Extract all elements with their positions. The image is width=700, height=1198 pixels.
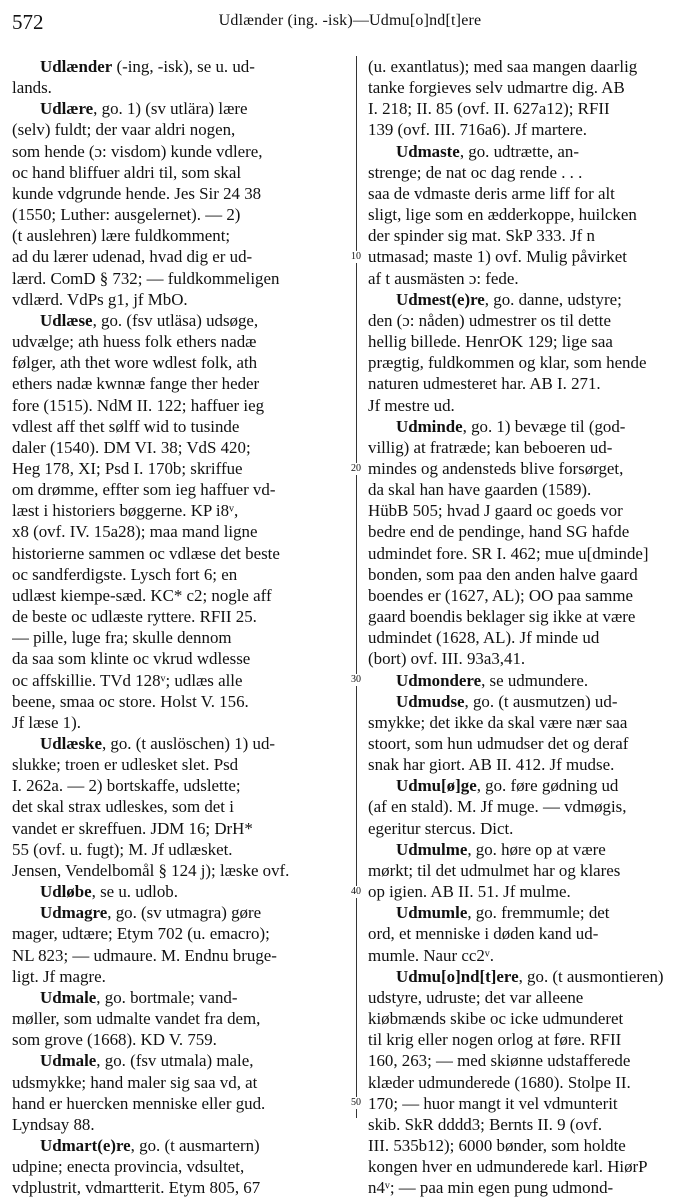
headword: Udlære	[40, 99, 94, 119]
page-header	[10, 10, 690, 38]
left-column-line: udpine; enecta provincia, vdsultet,	[12, 1157, 245, 1177]
left-column	[12, 56, 344, 1198]
left-column-line: ligt. Jf magre.	[12, 966, 106, 986]
right-column-line: smykke; det ikke da skal være nær saa	[368, 712, 628, 732]
right-column-line: Udmondere, se udmundere.	[396, 670, 589, 690]
left-column-line: Udmale, go. (fsv utmala) male,	[40, 1051, 254, 1071]
left-column-line: vdplustrit, vdmartterit. Etym 805, 67	[12, 1178, 261, 1198]
right-column-line: snak har giort. AB II. 412. Jf mudse.	[368, 755, 615, 775]
left-column-line: Udlænder (-ing, -isk), se u. ud-	[40, 57, 255, 76]
running-head: Udlænder (ing. -isk)—Udmu[o]nd[t]ere	[218, 12, 482, 29]
left-column-line: x8 (ovf. IV. 15a28); maa mand ligne	[12, 522, 258, 542]
right-column-line: af t ausmästen ɔ: fede.	[368, 268, 519, 288]
right-column-line: bedre end de pendinge, hand SG hafde	[368, 522, 630, 542]
headword: Udmudse	[396, 691, 465, 711]
left-column-line: Udlæske, go. (t auslöschen) 1) ud-	[40, 734, 276, 753]
left-column-line: (1550; Luther: ausgelernet). — 2)	[12, 205, 241, 225]
right-column-line: tanke forgieves selv udmartre dig. AB	[368, 78, 625, 98]
left-column-line: mager, udtære; Etym 702 (u. emacro);	[12, 924, 270, 944]
right-column-line: mørkt; til det udmulmet har og klares	[368, 860, 621, 880]
headword: Udmaste	[396, 141, 460, 161]
headword: Udminde	[396, 416, 463, 436]
right-column-line: (bort) ovf. III. 93a3,41.	[368, 649, 526, 669]
right-column-line: Udmu[ø]ge, go. føre gødning ud	[396, 776, 619, 796]
right-column-line: hellig billede. HenrOK 129; lige saa	[368, 332, 613, 352]
right-column-line: Udminde, go. 1) bevæge til (god-	[396, 416, 626, 436]
right-column-line: I. 218; II. 85 (ovf. II. 627a12); RFII	[368, 99, 610, 119]
left-column-line: historierne sammen oc vdlæse det beste	[12, 543, 280, 563]
right-column-line: strenge; de nat oc dag rende . . .	[368, 162, 583, 182]
right-column-line: utmasad; maste 1) ovf. Mulig påvirket	[368, 247, 627, 267]
left-column-line: Udlæse, go. (fsv utläsa) udsøge,	[40, 310, 259, 330]
margin-line-number: 50	[351, 1097, 361, 1109]
left-column-line: vdlest aff thet sølff wid to tusinde	[12, 416, 240, 436]
right-column-line: Jf mestre ud.	[368, 395, 455, 415]
right-column-line: (u. exantlatus); med saa mangen daarlig	[368, 57, 638, 76]
right-column-line: da skal han have gaarden (1589).	[368, 480, 592, 500]
left-column-line: vandet er skreffuen. JDM 16; DrH*	[12, 818, 253, 838]
left-column-line: følger, ath thet wore wdlest folk, ath	[12, 353, 258, 373]
right-column-line: HübB 505; hvad J gaard oc goeds vor	[368, 501, 623, 521]
right-column-line: skib. SkR dddd3; Bernts II. 9 (ovf.	[368, 1114, 603, 1134]
left-column-line: fore (1515). NdM II. 122; haffuer ieg	[12, 395, 265, 415]
right-column-line: ord, et menniske i døden kand ud-	[368, 924, 599, 944]
left-column-line: møller, som udmalte vandet fra dem,	[12, 1009, 261, 1029]
left-column-line: oc sandferdigste. Lysch fort 6; en	[12, 564, 238, 584]
left-column-line: Heg 178, XI; Psd I. 170b; skriffue	[12, 458, 243, 478]
column-divider	[356, 56, 357, 1118]
right-column-line: boendes er (1627, AL); OO paa samme	[368, 585, 634, 605]
headword: Udmu[o]nd[t]ere	[396, 966, 519, 986]
right-column-line: saa de vdmaste deris arme liff for alt	[368, 183, 615, 203]
right-column-line: udmindet fore. SR I. 462; mue u[dminde]	[368, 543, 649, 563]
left-column-line: Udløbe, se u. udlob.	[40, 882, 178, 902]
right-column-line: Udmaste, go. udtrætte, an-	[396, 141, 579, 161]
right-column-line: klæder udmunderede (1680). Stolpe II.	[368, 1072, 631, 1092]
headword: Udmu[ø]ge	[396, 776, 477, 796]
left-column-line: kunde vdgrunde hende. Jes Sir 24 38	[12, 183, 262, 203]
left-column-line: slukke; troen er udlesket slet. Psd	[12, 755, 239, 775]
right-column-line: 160, 263; — med skiønne udstafferede	[368, 1051, 631, 1071]
left-column-line: — pille, luge fra; skulle dennom	[12, 628, 232, 648]
left-column-line: lands.	[12, 78, 52, 98]
right-column-line: bonden, som paa den anden halve gaard	[368, 564, 638, 584]
margin-line-number: 10	[351, 251, 361, 263]
left-column-line: Udmart(e)re, go. (t ausmartern)	[40, 1135, 260, 1155]
headword: Udmale	[40, 1051, 97, 1071]
headword: Udmulme	[396, 839, 468, 859]
headword: Udløbe	[40, 882, 92, 902]
headword: Udlæse	[40, 310, 93, 330]
page-number: 572	[12, 10, 44, 34]
right-column-line: III. 535b12); 6000 bønder, som holdte	[368, 1135, 626, 1155]
left-column-line: udlæst kiempe-sæd. KC* c2; nogle aff	[12, 585, 272, 605]
headword: Udmumle	[396, 903, 468, 923]
right-column-line: naturen udmesteret har. AB I. 271.	[368, 374, 601, 394]
right-column-line: til krig eller nogen orlog at føre. RFII	[368, 1030, 622, 1050]
left-column-line: udsmykke; hand maler sig saa vd, at	[12, 1072, 258, 1092]
left-column-line: Jensen, Vendelbomål § 124 j); læske ovf.	[12, 860, 290, 880]
headword: Udmale	[40, 987, 97, 1007]
right-column-line: villig) at fratræde; kan beboeren ud-	[368, 437, 613, 457]
headword: Udmondere	[396, 670, 482, 690]
right-column-line: Udmudse, go. (t ausmutzen) ud-	[396, 691, 618, 711]
right-column-line: sligt, lige som en ædderkoppe, huilcken	[368, 205, 637, 225]
left-column-line: oc affskillie. TVd 128ᵛ; udlæs alle	[12, 670, 243, 690]
right-column-line: egeritur stercus. Dict.	[368, 818, 514, 838]
left-column-line: Udmagre, go. (sv utmagra) gøre	[40, 903, 262, 923]
left-column-line: de beste oc udlæste ryttere. RFII 25.	[12, 607, 257, 627]
left-column-line: 55 (ovf. u. fugt); M. Jf udlæsket.	[12, 839, 233, 859]
right-column-line: mindes og andensteds blive forsørget,	[368, 458, 624, 478]
left-column-line: udvælge; ath huess folk ethers nadæ	[12, 332, 257, 352]
left-column-line: Lyndsay 88.	[12, 1114, 95, 1134]
right-column-line: Udmumle, go. fremmumle; det	[396, 903, 610, 923]
headword: Udmagre	[40, 903, 108, 923]
right-column-line: kiøbmænds skibe oc icke udmunderet	[368, 1009, 624, 1029]
right-column-line: kongen hver en udmunderede karl. HiørP	[368, 1157, 648, 1177]
left-column-line: ethers nadæ kwnnæ fange ther heder	[12, 374, 260, 394]
headword: Udmest(e)re	[396, 289, 485, 309]
left-column-line: da saa som klinte oc vkrud wdlesse	[12, 649, 251, 669]
right-column-line: der spinder sig mat. SkP 333. Jf n	[368, 226, 595, 246]
left-column-line: daler (1540). DM VI. 38; VdS 420;	[12, 437, 251, 457]
right-column-line: Udmulme, go. høre op at være	[396, 839, 606, 859]
right-column-line: 170; — huor mangt it vel vdmunterit	[368, 1093, 618, 1113]
right-column-line: prægtig, fuldkommen og klar, som hende	[368, 353, 647, 373]
right-column-line: Udmest(e)re, go. danne, udstyre;	[396, 289, 622, 309]
margin-line-number: 30	[351, 674, 361, 686]
right-column-line: udmindet (1628, AL). Jf minde ud	[368, 628, 600, 648]
right-column-line: 139 (ovf. III. 716a6). Jf martere.	[368, 120, 588, 140]
right-column-line: gaard boendis beklager sig ikke at være	[368, 607, 636, 627]
left-column-line: det skal strax udleskes, som det i	[12, 797, 234, 817]
left-column-line: vdlærd. VdPs g1, jf MbO.	[12, 289, 188, 309]
right-column-line: n4ᵛ; — paa min egen pung udmond-	[368, 1178, 614, 1198]
right-column-line: (af en stald). M. Jf muge. — vdmøgis,	[368, 797, 627, 817]
left-column-line: beene, smaa oc store. Holst V. 156.	[12, 691, 249, 711]
right-column-line: mumle. Naur cc2ᵛ.	[368, 945, 494, 965]
left-column-line: som grove (1668). KD V. 759.	[12, 1030, 217, 1050]
left-column-line: oc hand bliffuer aldri til, som skal	[12, 162, 242, 182]
left-column-line: lærd. ComD § 732; — fuldkommeligen	[12, 268, 280, 288]
right-column	[368, 56, 686, 1198]
left-column-line: Udmale, go. bortmale; vand-	[40, 987, 238, 1007]
headword: Udlænder	[40, 57, 113, 76]
left-column-line: hand er huercken menniske eller gud.	[12, 1093, 266, 1113]
headword: Udmart(e)re	[40, 1135, 131, 1155]
left-column-line: Udlære, go. 1) (sv utlära) lære	[40, 99, 248, 119]
left-column-line: som hende (ɔ: visdom) kunde vdlere,	[12, 141, 263, 161]
right-column-line: den (ɔ: nåden) udmestrer os til dette	[368, 310, 611, 330]
left-column-line: læst i historiers bøggerne. KP i8ᵛ,	[12, 501, 239, 521]
right-column-line: Udmu[o]nd[t]ere, go. (t ausmontieren)	[396, 966, 664, 986]
margin-line-number: 40	[351, 885, 361, 897]
margin-line-number: 20	[351, 462, 361, 474]
left-column-line: ad du lærer udenad, hvad dig er ud-	[12, 247, 253, 267]
left-column-line: I. 262a. — 2) bortskaffe, udslette;	[12, 776, 241, 796]
right-column-line: op igien. AB II. 51. Jf mulme.	[368, 882, 571, 902]
left-column-line: (selv) fuldt; der vaar aldri nogen,	[12, 120, 236, 140]
left-column-line: NL 823; — udmaure. M. Endnu bruge-	[12, 945, 277, 965]
right-column-line: udstyre, udruste; det var alleene	[368, 987, 584, 1007]
right-column-line: stoort, som hun udmudser det og deraf	[368, 734, 629, 753]
left-column-line: (t auslehren) lære fuldkomment;	[12, 226, 231, 246]
left-column-line: om drømme, effter som ieg haffuer vd-	[12, 480, 276, 500]
left-column-line: Jf læse 1).	[12, 712, 81, 732]
headword: Udlæske	[40, 734, 102, 753]
